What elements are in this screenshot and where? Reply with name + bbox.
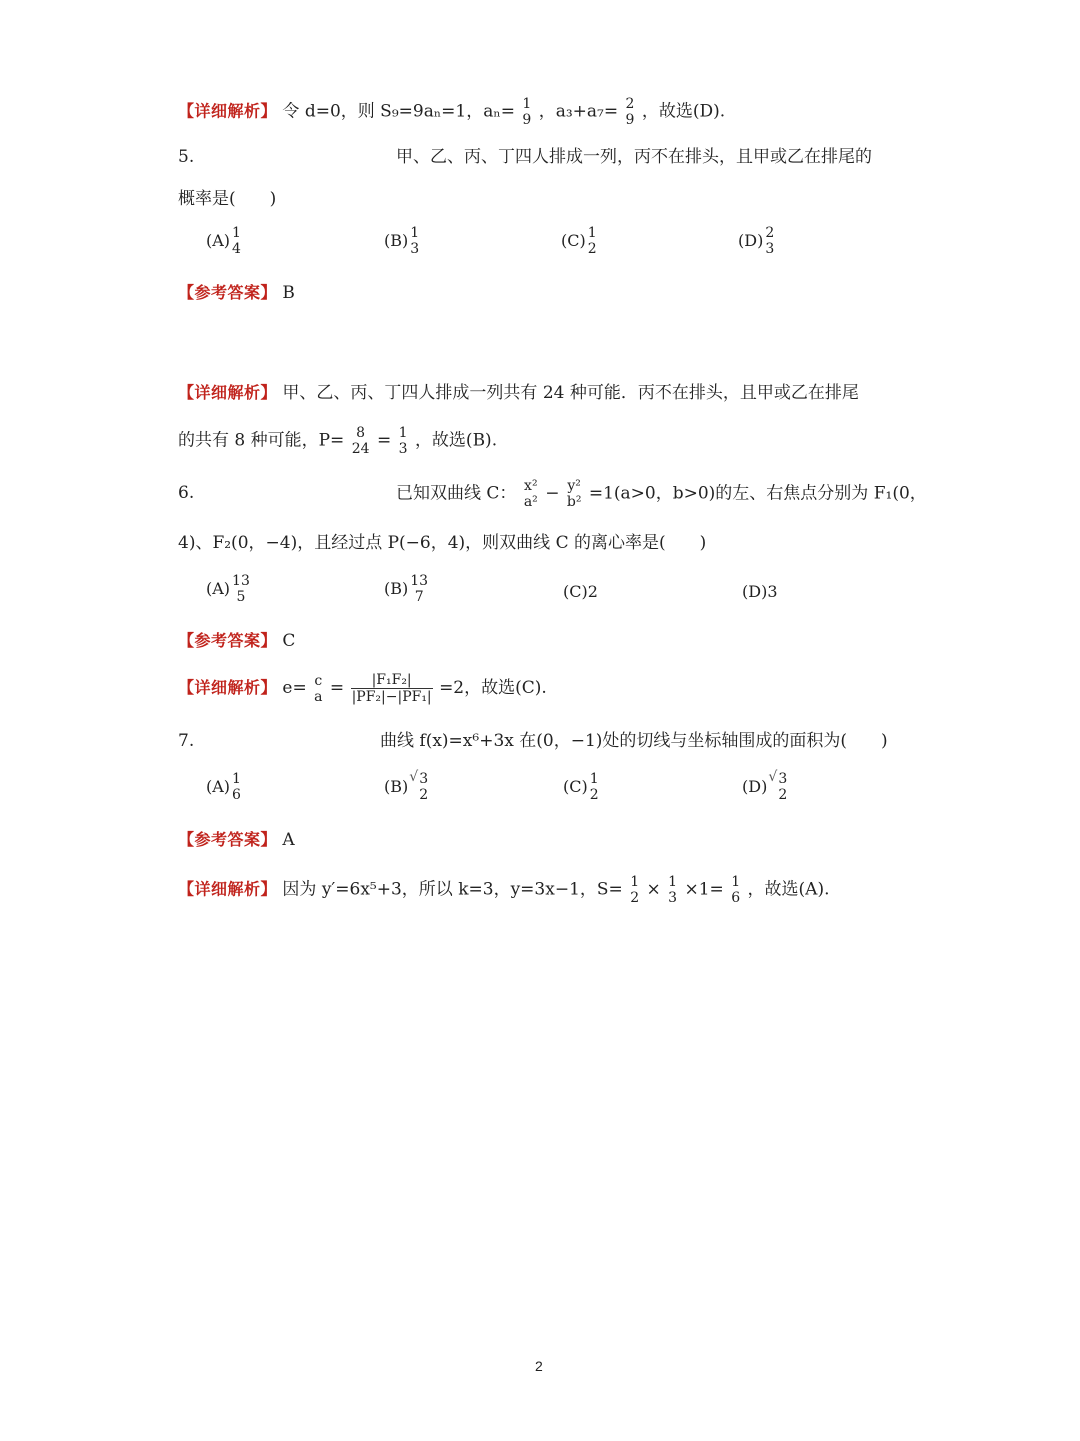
answer [178,829,295,851]
option-label: (A) [206,231,231,250]
q5-explanation [178,382,859,404]
sqrt-numerator: √ 3 [418,771,429,787]
denominator: 3 [668,890,678,906]
explanation-tag: 【详细解析】 [178,383,278,402]
question-stem: 曲线 f(x)=x⁶+3x 在(0，−1)处的切线与坐标轴围成的面积为( ) [380,731,888,751]
denominator: a [314,688,323,705]
numerator: 13 [410,573,429,589]
explanation-text: 的共有 8 种可能，P= [178,430,345,451]
answer [178,282,295,304]
answer [178,630,295,652]
fraction [625,96,636,128]
fraction [667,874,678,906]
stem-text: =1(a>0，b>0)的左、右焦点分别为 F₁(0， [588,483,927,504]
explanation-text: 甲、乙、丙、丁四人排成一列共有 24 种可能．丙不在排头，且甲或乙在排尾 [282,383,859,403]
option-a [206,573,252,605]
numerator: x² [524,478,538,494]
fraction [409,225,420,257]
option-b [384,225,421,257]
fraction [418,771,429,803]
question-number: 6. [178,483,195,503]
times-sign: ×1= [684,879,724,900]
minus-sign: − [545,483,560,504]
explanation-text: ，a₃+a₇= [538,101,619,122]
numerator: 1 [731,874,741,890]
q6-explanation [178,672,547,705]
option-label: (A) [206,579,231,598]
option-b [384,771,430,803]
explanation-tag: 【详细解析】 [178,101,278,121]
denominator: 3 [398,441,408,457]
numerator: 1 [589,771,599,787]
explanation-text: ，故选(D). [641,101,726,122]
question-stem: 甲、乙、丙、丁四人排成一列，丙不在排头，且甲或乙在排尾的 [396,147,872,167]
numerator: 1 [668,874,678,890]
option-label: (A) [206,777,231,796]
answer-tag: 【参考答案】 [178,283,278,302]
fraction [313,673,323,705]
question-stem: 4)、F₂(0，−4)，且经过点 P(−6，4)，则双曲线 C 的离心率是( ) [178,533,707,553]
q7-explanation [178,874,830,906]
option-label: (D) [738,231,764,250]
numerator: 2 [625,96,635,112]
stem-text: 已知双曲线 C： [396,483,517,504]
sqrt-numerator: √ 3 [777,771,788,787]
answer-value: A [282,830,295,850]
denominator: 2 [587,241,597,257]
fraction [566,478,583,510]
equals-sign: = [376,430,392,451]
fraction [398,425,409,457]
numerator: 1 [232,225,241,241]
explanation-text: ，故选(B). [414,430,498,451]
option-label: (B) [384,231,409,250]
option-label: (C) [561,231,586,250]
question-number: 7. [178,731,195,751]
numerator: y² [567,478,581,494]
answer-tag: 【参考答案】 [178,830,278,849]
times-sign: × [646,879,661,900]
option-a [206,771,243,803]
option-a [206,225,243,257]
denominator: 2 [589,787,599,803]
denominator: |PF₂|−|PF₁| [351,689,432,705]
fraction [629,874,640,906]
answer-tag: 【参考答案】 [178,631,278,650]
fraction [231,225,242,257]
option-c [561,225,599,257]
explanation-text: 因为 y′=6x⁵+3，所以 k=3，y=3x−1，S= [282,879,623,900]
fraction [351,425,371,457]
numerator: 1 [398,425,408,441]
option-b [384,573,430,605]
numerator: 1 [410,225,420,241]
option-label: (B) [384,777,409,796]
fraction [521,96,532,128]
denominator: 6 [731,890,741,906]
fraction [351,672,433,705]
explanation-text: e= [282,678,307,698]
denominator: 2 [419,787,429,803]
fraction [764,225,775,257]
fraction [587,225,598,257]
fraction [231,771,242,803]
denominator: 9 [625,112,635,128]
denominator: 24 [351,441,370,457]
fraction [730,874,741,906]
fraction [231,573,251,605]
explanation-tag: 【详细解析】 [178,879,278,899]
answer-value: C [282,631,296,651]
option-label: (C) [563,777,588,796]
numerator: 1 [630,874,640,890]
question-number: 5. [178,147,195,167]
numerator: |F₁F₂| [371,672,412,688]
numerator: 13 [232,573,250,589]
fraction [409,573,429,605]
numerator: c [314,672,323,689]
page-number: 2 [535,1358,543,1374]
explanation-text: =2，故选(C). [439,678,547,698]
denominator: 2 [630,890,640,906]
q4-explanation [178,96,725,128]
question-stem: 概率是( ) [178,189,277,209]
explanation-text: ，故选(A). [747,879,830,900]
denominator: b² [566,494,582,510]
numerator: 1 [522,96,532,112]
option-c: (C)2 [563,582,598,601]
denominator: 4 [232,241,241,257]
equals-sign: = [329,678,345,698]
denominator: 6 [232,787,241,803]
answer-value: B [282,283,295,303]
denominator: 3 [410,241,420,257]
question-stem [396,478,927,510]
explanation-tag: 【详细解析】 [178,678,278,697]
numerator: 8 [356,425,366,441]
numerator: 2 [765,225,775,241]
fraction [777,771,788,803]
option-label: (B) [384,579,409,598]
fraction [589,771,600,803]
option-d: (D)3 [742,582,778,601]
option-label: (D) [742,777,768,796]
denominator: 5 [236,589,246,605]
fraction [523,478,539,510]
numerator: 1 [587,225,597,241]
explanation-text: 令 d=0，则 S₉=9aₙ=1，aₙ= [282,101,515,122]
numerator: 1 [232,771,241,787]
q5-explanation-line2 [178,425,497,457]
denominator: 7 [414,589,424,605]
option-d [738,225,776,257]
option-d [742,771,789,803]
denominator: 2 [778,787,788,803]
denominator: 9 [522,112,532,128]
option-c [563,771,601,803]
denominator: a² [523,494,538,510]
denominator: 3 [765,241,775,257]
